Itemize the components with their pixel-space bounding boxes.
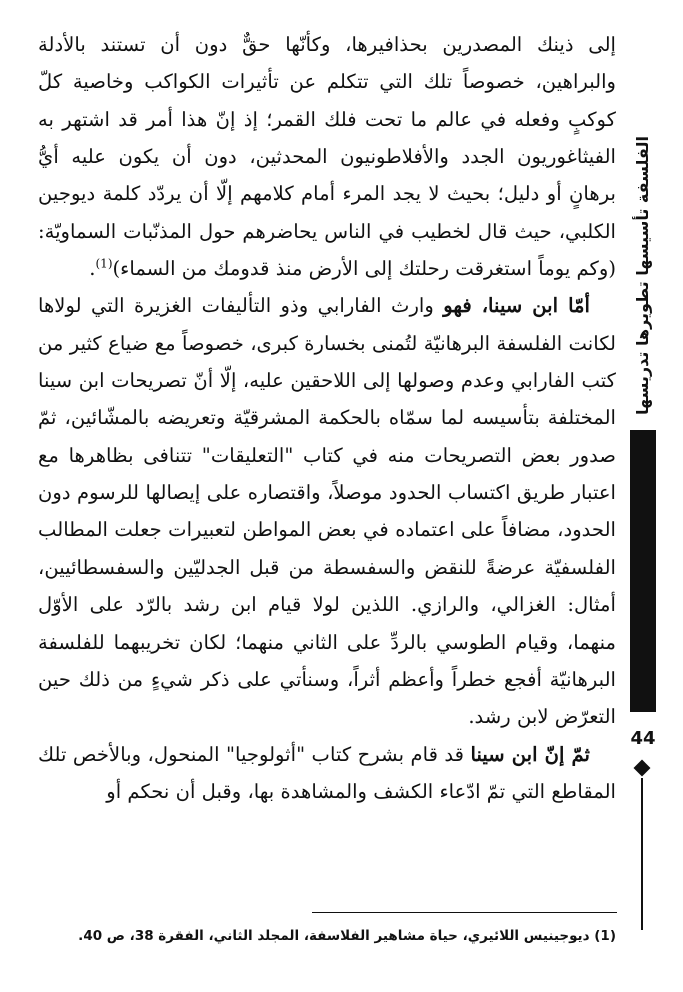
- running-title-text: الفلسفة تأسيسها تطويرها تدريسها: [632, 135, 652, 415]
- margin-rule: [641, 778, 643, 930]
- footnote-reference: (1): [95, 256, 113, 271]
- page-number: 44: [630, 728, 656, 749]
- diamond-icon: [634, 760, 651, 777]
- paragraph-2-text: وارث الفارابي وذو التأليفات الغزيرة التي لولاها لكانت الفلسفة البرهانيّة لتُمنى بخسارة كبرى، خصوصاً مع ضياع كثير من كتب الفارابي وعدم وصولها إلى اللاحقين عليه، إلّا أنّ تصريحات ابن سينا المختلفة بتأسيسه لما سمّاه بالحكمة المشرقيّة وتعريضه بالمشّائين، ثمّ صدور بعض التصريحات منه في كتاب "التعليقات" تتنافى بظاهرها مع اعتبار طريق اكتساب الحدود موصلاً، واقتصاره على إيصالها للرسوم دون الحدود، مضافاً على اعتماده في بعض المواطن لتعبيرات جعلت المطالب الفلسفيّة عرضةً للنقض والسفسطة من قبل الجدليّين والسفسطائيين، أمثال: الغزالي، والرازي. اللذين لولا قيام ابن رشد بالرّد على الأوّل منهما، وقيام الطوسي بالردِّ على الثاني منهما؛ لكان تخريبهما للفلسفة البرهانيّة أفجع خطراً وأعظم أثراً، وسنأتي على ذكر شيءٍ من ذلك حين التعرّض لابن رشد.: [38, 294, 616, 729]
- running-title: [622, 130, 662, 420]
- paragraph-3-text: قد قام بشرح كتاب "أثولوجيا" المنحول، وبالأخص تلك المقاطع التي تمّ ادّعاء الكشف والمشاهدة بها، وقبل أن نحكم أو: [38, 742, 616, 803]
- paragraph-1-text: إلى ذينك المصدرين بحذافيرها، وكأنّها حقٌّ دون أن تستند بالأدلة والبراهين، خصوصاً تلك التي تتكلم عن تأثيرات الكواكب وخاصية كلّ كوكبٍ وفعله في عالم ما تحت فلك القمر؛ إذ إنّ هذا أمر قد اشتهر به الفيثاغوريون الجدد والأفلاطونيون المحدثين، دون أن يكون عليه أيُّ برهانٍ أو دليل؛ بحيث لا يجد المرء أمام كلامهم إلّا أن يردّد كلمة ديوجين الكلبي، حيث قال لخطيب في الناس يحاضرهم حول المذنّبات السماويّة: (وكم يوماً استغرقت رحلتك إلى الأرض منذ قدومك من السماء): [38, 33, 616, 281]
- footnote: (1) ديوجينيس اللائيري، حياة مشاهير الفلاسفة، المجلد الثاني، الفقرة 38، ص 40.: [78, 928, 616, 944]
- paragraph-1: [38, 26, 616, 287]
- paragraph-3-lead: ثمّ إنّ ابن سينا: [470, 742, 590, 766]
- paragraph-2-lead: أمّا ابن سينا، فهو: [443, 294, 590, 318]
- paragraph-3: [38, 736, 616, 811]
- footnote-divider: [312, 912, 617, 913]
- body-text: [38, 26, 616, 810]
- side-bar-decoration: [630, 430, 656, 712]
- paragraph-1-tail: .: [89, 257, 96, 281]
- paragraph-2: [38, 287, 616, 735]
